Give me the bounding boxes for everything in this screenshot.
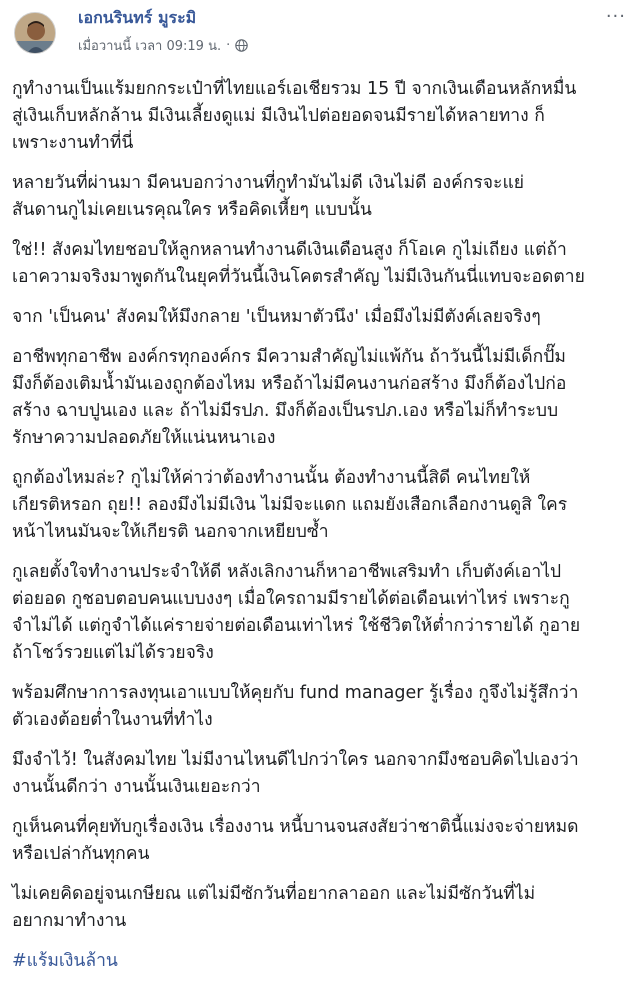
avatar[interactable] xyxy=(14,12,56,54)
post-author-name[interactable]: เอกนรินทร์ มูระมิ xyxy=(78,8,197,27)
post-meta xyxy=(78,35,248,56)
post-timestamp[interactable]: เมื่อวานนี้ เวลา 09:19 น. xyxy=(78,39,222,54)
post-text-line: หน้าไหนมันจะให้เกียรติ นอกจากเหยียบซ้ำ xyxy=(12,522,329,542)
globe-icon[interactable] xyxy=(235,39,248,52)
more-options-button[interactable]: ··· xyxy=(605,6,626,27)
post-text-line: สร้าง ฉาบปูนเอง และ ถ้าไม่มีรปภ. มึงก็ต้องเป็นรปภ.เอง หรือไม่ก็ทำระบบ xyxy=(12,401,559,421)
post-text-line: อาชีพทุกอาชีพ องค์กรทุกองค์กร มีความสำคัญไม่แพ้กัน ถ้าวันนี้ไม่มีเด็กปั๊ม xyxy=(12,347,566,367)
post-text-line: สู่เงินเก็บหลักล้าน มีเงินเลี้ยงดูแม่ มีเงินไปต่อยอดจนมีรายได้หลายทาง ก็ xyxy=(12,106,545,126)
post-text-line: จาก 'เป็นคน' สังคมให้มึงกลาย 'เป็นหมาตัวนึง' เมื่อมึงไม่มีตังค์เลยจริงๆ xyxy=(12,307,541,327)
post-text-line: รักษาความปลอดภัยให้แน่นหนาเอง xyxy=(12,428,276,448)
post-paragraph xyxy=(12,881,630,935)
hashtag-link[interactable]: #แร้มเงินล้าน xyxy=(12,951,118,971)
post-text-line: ไม่เคยคิดอยู่จนเกษียณ แต่ไม่มีซักวันที่อยากลาออก และไม่มีซักวันที่ไม่ xyxy=(12,884,536,904)
post-paragraph xyxy=(12,170,630,224)
post-paragraph xyxy=(12,465,630,546)
post-text-line: หรือเปล่ากันทุกคน xyxy=(12,844,150,864)
post-paragraph xyxy=(12,304,630,331)
post-paragraph xyxy=(12,814,630,868)
post-paragraph xyxy=(12,559,630,667)
post-text-line: ตัวเองต้อยต่ำในงานที่ทำไง xyxy=(12,710,213,730)
post-paragraph xyxy=(12,344,630,452)
post-text-line: กูทำงานเป็นแร้มยกกระเป๋าที่ไทยแอร์เอเชียรวม 15 ปี จากเงินเดือนหลักหมื่น xyxy=(12,79,577,99)
post-paragraph xyxy=(12,680,630,734)
post-paragraph xyxy=(12,747,630,801)
post-text-line: ต่อยอด กูชอบตอบคนแบบงงๆ เมื่อใครถามมีรายได้ต่อเดือนเท่าไหร่ เพราะกู xyxy=(12,589,570,609)
post-text-line: เพราะงานทำที่นี่ xyxy=(12,133,134,153)
post-paragraph xyxy=(12,76,630,157)
post-text-line: เกียรติหรอก ถุย!! ลองมึงไม่มีเงิน ไม่มีจะแดก แถมยังเสือกเลือกงานดูสิ ใคร xyxy=(12,495,568,515)
post-text-line: จำไม่ได้ แต่กูจำได้แค่รายจ่ายต่อเดือนเท่าไหร่ ใช้ชีวิตให้ต่ำกว่ารายได้ กูอาย xyxy=(12,616,581,636)
post-text-line: อยากมาทำงาน xyxy=(12,911,127,931)
post-text-line: งานนั้นดีกว่า งานนั้นเงินเยอะกว่า xyxy=(12,777,261,797)
post-text xyxy=(12,76,630,988)
post-text-line: ใช่!! สังคมไทยชอบให้ลูกหลานทำงานดีเงินเดือนสูง ก็โอเค กูไม่เถียง แต่ถ้า xyxy=(12,240,567,260)
meta-separator: · xyxy=(226,38,231,53)
post-paragraph xyxy=(12,237,630,291)
post-text-line: ถ้าโชว์รวยแต่ไม่ได้รวยจริง xyxy=(12,643,214,663)
post-text-line: กูเห็นคนที่คุยทับกูเรื่องเงิน เรื่องงาน หนี้บานจนสงสัยว่าชาตินี้แม่งจะจ่ายหมด xyxy=(12,817,579,837)
post-text-line: ถูกต้องไหมล่ะ? กูไม่ให้ค่าว่าต้องทำงานนั้น ต้องทำงานนี้สิดี คนไทยให้ xyxy=(12,468,531,488)
avatar-image xyxy=(15,13,56,54)
post-text-line: เอาความจริงมาพูดกันในยุคที่วันนี้เงินโคตรสำคัญ ไม่มีเงินกันนี่แทบจะอดตาย xyxy=(12,267,585,287)
post-text-line: มึงก็ต้องเติมน้ำมันเองถูกต้องไหม หรือถ้าไม่มีคนงานก่อสร้าง มึงก็ต้องไปก่อ xyxy=(12,374,567,394)
post-text-line: หลายวันที่ผ่านมา มีคนบอกว่างานที่กูทำมันไม่ดี เงินไม่ดี องค์กรจะแย่ xyxy=(12,173,524,193)
post-text-line: มึงจำไว้! ในสังคมไทย ไม่มีงานไหนดีไปกว่าใคร นอกจากมึงชอบคิดไปเองว่า xyxy=(12,750,579,770)
post-header xyxy=(0,0,640,72)
post-text-line: กูเลยตั้งใจทำงานประจำให้ดี หลังเลิกงานก็หาอาชีพเสริมทำ เก็บตังค์เอาไป xyxy=(12,562,562,582)
post-text-line: สันดานกูไม่เคยเนรคุณใคร หรือคิดเหี้ยๆ แบบนั้น xyxy=(12,200,372,220)
post-text-line: พร้อมศึกษาการลงทุนเอาแบบให้คุยกับ fund manager รู้เรื่อง กูจึงไม่รู้สึกว่า xyxy=(12,683,579,703)
